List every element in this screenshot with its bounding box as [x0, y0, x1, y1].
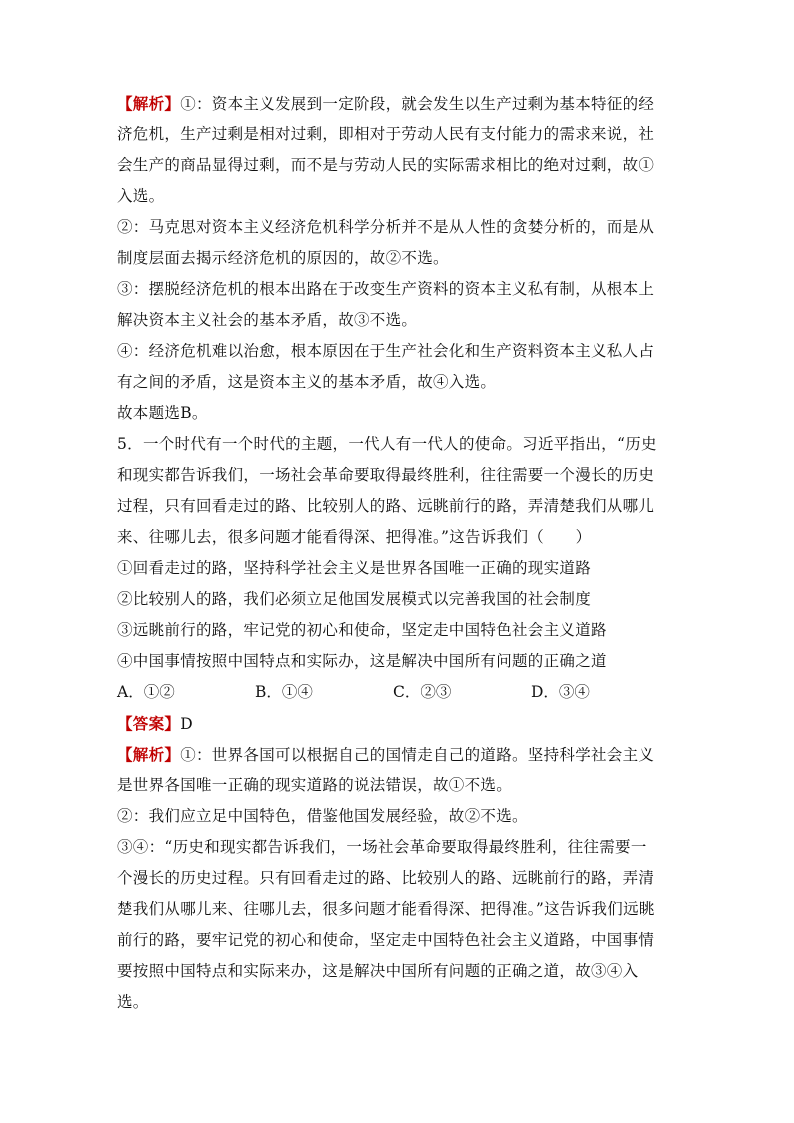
q5-answer: D: [180, 715, 193, 733]
q5-option-a: A．①②: [117, 683, 175, 701]
q5-stem-line-1: 5．一个时代有一个时代的主题，一代人有一代人的使命。习近平指出，“历史: [117, 435, 657, 453]
q5-analysis-line-9: 选。: [117, 993, 149, 1011]
q5-statement-2: ②比较别人的路，我们必须立足他国发展模式以完善我国的社会制度: [117, 590, 592, 608]
q5-option-c: C．②③: [393, 683, 452, 701]
q5-analysis-line-4: ③④：“历史和现实都告诉我们，一场社会革命要取得最终胜利，往往需要一: [117, 838, 647, 856]
q4-analysis-line-1: 【解析】①：资本主义发展到一定阶段，就会发生以生产过剩为基本特征的经: [117, 94, 655, 113]
analysis-tag: 【解析】: [117, 94, 181, 113]
q5-analysis-line-3: ②：我们应立足中国特色，借鉴他国发展经验，故②不选。: [117, 807, 528, 825]
q5-analysis-line-1: 【解析】①：世界各国可以根据自己的国情走自己的道路。坚持科学社会主义: [117, 745, 655, 764]
q5-option-b: B．①④: [255, 683, 313, 701]
analysis-tag: 【解析】: [117, 745, 181, 764]
answer-tag: 【答案】: [117, 714, 181, 733]
q4-analysis-line-9: ④：经济危机难以治愈，根本原因在于生产社会化和生产资料资本主义私人占: [117, 342, 655, 360]
q4-analysis-line-4: 入选。: [117, 187, 165, 205]
q4-analysis-line-2: 济危机，生产过剩是相对过剩，即相对于劳动人民有支付能力的需求来说，社: [117, 125, 655, 143]
q5-analysis-line-6: 楚我们从哪儿来、往哪儿去，很多问题才能看得深、把得准。”这告诉我们远眺: [117, 900, 655, 918]
q5-statement-3: ③远眺前行的路，牢记党的初心和使命，坚定走中国特色社会主义道路: [117, 621, 607, 639]
q4-analysis-line-10: 有之间的矛盾，这是资本主义的基本矛盾，故④入选。: [117, 373, 497, 391]
q4-analysis-line-5: ②：马克思对资本主义经济危机科学分析并不是从人性的贪婪分析的，而是从: [117, 218, 655, 236]
q5-statement-4: ④中国事情按照中国特点和实际办，这是解决中国所有问题的正确之道: [117, 652, 607, 670]
document-page: [117, 88, 677, 1018]
q5-analysis-line-2: 是世界各国唯一正确的现实道路的说法错误，故①不选。: [117, 776, 513, 794]
q4-analysis-line-7: ③：摆脱经济危机的根本出路在于改变生产资料的资本主义私有制，从根本上: [117, 280, 655, 298]
q5-stem-line-4: 来、往哪儿去，很多问题才能看得深、把得准。”这告诉我们（ ）: [117, 528, 592, 546]
q4-analysis-line-8: 解决资本主义社会的基本矛盾，故③不选。: [117, 311, 418, 329]
q5-analysis-line-8: 要按照中国特点和实际来办，这是解决中国所有问题的正确之道，故③④入: [117, 962, 639, 980]
q5-option-d: D．③④: [531, 683, 590, 701]
q5-stem-line-2: 和现实都告诉我们，一场社会革命要取得最终胜利，往往需要一个漫长的历史: [117, 466, 655, 484]
q4-analysis-line-6: 制度层面去揭示经济危机的原因的，故②不选。: [117, 249, 449, 267]
q5-analysis-line-5: 个漫长的历史过程。只有回看走过的路、比较别人的路、远眺前行的路，弄清: [117, 869, 655, 887]
q4-analysis-line-3: 会生产的商品显得过剩，而不是与劳动人民的实际需求相比的绝对过剩，故①: [117, 156, 655, 174]
q5-answer-line: [117, 708, 677, 739]
q5-options: [117, 677, 677, 708]
q5-statement-1: ①回看走过的路，坚持科学社会主义是世界各国唯一正确的现实道路: [117, 559, 592, 577]
q4-conclusion: 故本题选B。: [117, 404, 208, 422]
q5-analysis-line-7: 前行的路，要牢记党的初心和使命，坚定走中国特色社会主义道路，中国事情: [117, 931, 655, 949]
q5-stem-line-3: 过程，只有回看走过的路、比较别人的路、远眺前行的路，弄清楚我们从哪儿: [117, 497, 655, 515]
